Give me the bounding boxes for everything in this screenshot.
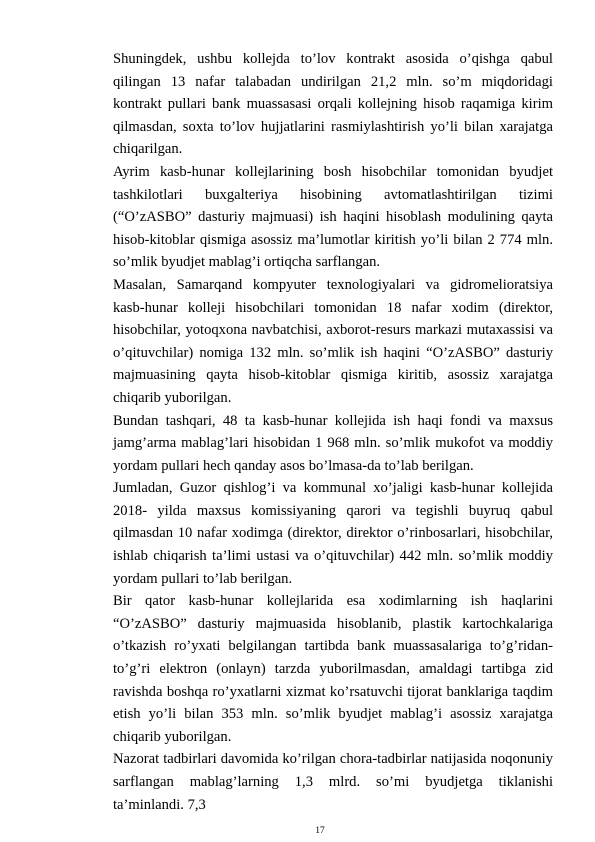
paragraph-7: Nazorat tadbirlari davomida ko’rilgan chora-tadbirlar natijasida noqonuniy sarflangan mablag’larning 1,3 mlrd. so’mi byudjetga tiklanishi ta’minlandi. 7,3 — [113, 751, 553, 813]
paragraph-6: Bir qator kasb-hunar kollejlarida esa xodimlarning ish haqlarini “O’zASBO” dasturiy majmuasida hisoblanib, plastik kartochkalariga o’tkazish ro’yxati belgilangan tartibda bank muassasalariga to’g’ridan-to’g’ri elektron (onlayn) tarzda yuborilmasdan, amaldagi tartibga zid ravishda boshqa ro’yxatlarni xizmat ko’rsatuvchi tijorat banklariga taqdim etish yo’li bilan 353 mln. so’mlik byudjet mablag’i asossiz xarajatga chiqarib yuborilgan. — [113, 593, 553, 745]
paragraph-5: Jumladan, Guzor qishlog’i va kommunal xo’jaligi kasb-hunar kollejida 2018- yilda maxsus komissiyaning qarori va tegishli buyruq qabul qilmasdan 10 nafar xodimga (direktor, direktor o’rinbosarlari, hisobchilar, ishlab chiqarish ta’limi ustasi va o’qituvchilar) 442 mln. so’mlik moddiy yordam pullari to’lab berilgan. — [113, 480, 553, 587]
paragraph-1: Shuningdek, ushbu kollejda to’lov kontrakt asosida o’qishga qabul qilingan 13 nafar talabadan undirilgan 21,2 mln. so’m miqdoridagi kontrakt pullari bank muassasasi orqali kollejning hisob raqamiga kirim qilmasdan, soxta to’lov hujjatlarini rasmiylashtirish yo’li bilan xarajatga chiqarilgan. — [113, 51, 553, 158]
body-text — [113, 48, 553, 816]
paragraph-4: Bundan tashqari, 48 ta kasb-hunar kollejida ish haqi fondi va maxsus jamg’arma mablag’lari hisobidan 1 968 mln. so’mlik mukofot va moddiy yordam pullari hech qanday asos bo’lmasa-da to’lab berilgan. — [113, 412, 553, 474]
paragraph-3: Masalan, Samarqand kompyuter texnologiyalari va gidromelioratsiya kasb-hunar kolleji hisobchilari tomonidan 18 nafar xodim (direktor, hisobchilar, yotoqxona navbatchisi, axborot-resurs markazi mutaxassisi va o’qituvchilar) nomiga 132 mln. so’mlik ish haqini “O’zASBO” dasturiy majmuasining qayta hisob-kitoblar qismiga kiritib, asossiz xarajatga chiqarib yuborilgan. — [113, 276, 553, 406]
paragraph-2: Ayrim kasb-hunar kollejlarining bosh hisobchilar tomonidan byudjet tashkilotlari buxgalteriya hisobining avtomatlashtirilgan tizimi (“O’zASBO” dasturiy majmuasi) ish haqini hisoblash modulining qayta hisob-kitoblar qismiga asossiz ma’lumotlar kiritish yo’li bilan 2 774 mln. so’mlik byudjet mablag’i ortiqcha sarflangan. — [113, 163, 553, 271]
page-number: 17 — [315, 826, 325, 836]
